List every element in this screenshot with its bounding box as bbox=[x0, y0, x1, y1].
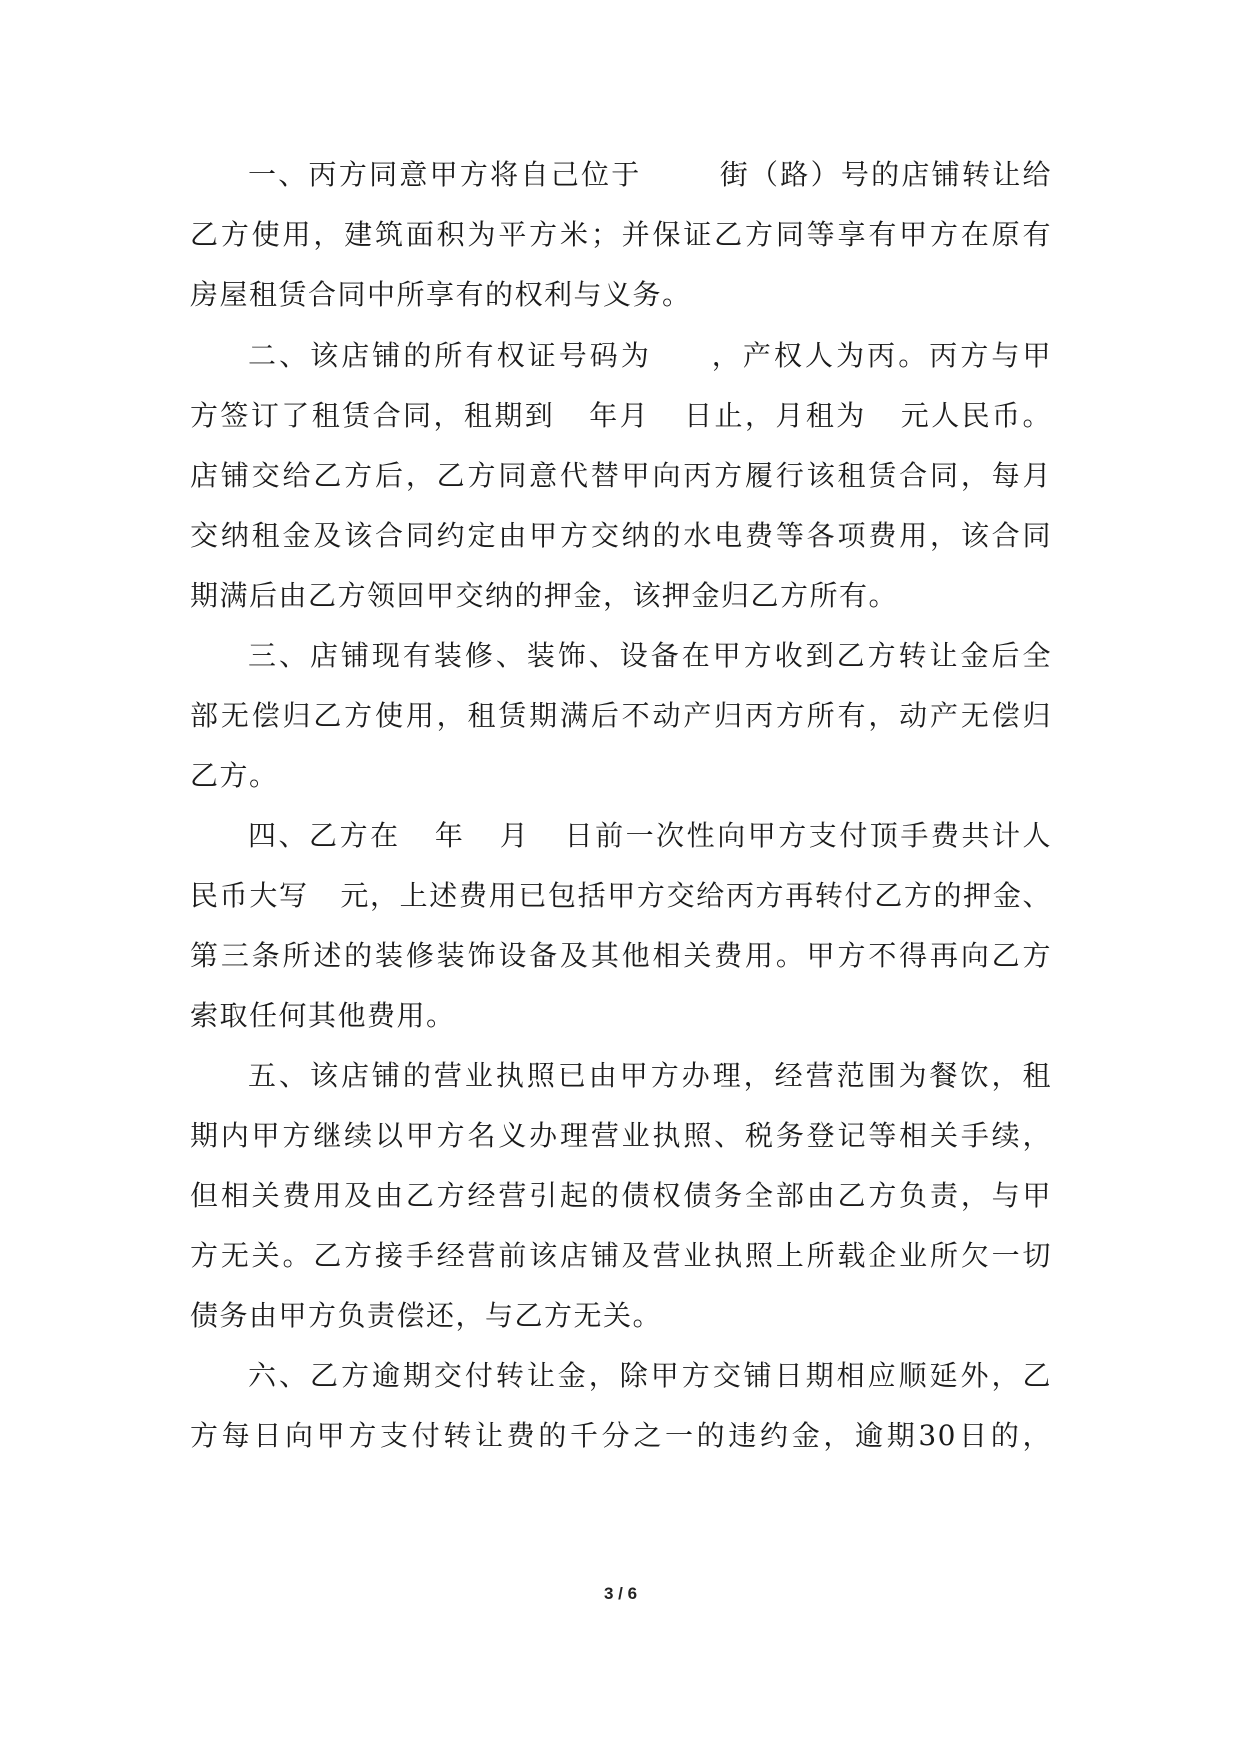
clause-2-line-2: 方签订了租赁合同，租期到 年月 日止，月租为 元人民币。 bbox=[190, 399, 1052, 432]
clause-1-line-3: 房屋租赁合同中所享有的权利与义务。 bbox=[190, 278, 692, 311]
clause-2-line-5: 期满后由乙方领回甲交纳的押金，该押金归乙方所有。 bbox=[190, 579, 899, 612]
clause-2-line-4: 交纳租金及该合同约定由甲方交纳的水电费等各项费用，该合同 bbox=[190, 519, 1052, 552]
clause-5-line-4: 方无关。乙方接手经营前该店铺及营业执照上所载企业所欠一切 bbox=[190, 1239, 1052, 1272]
clause-1-line-1: 一、丙方同意甲方将自己位于 街（路）号的店铺转让给 bbox=[248, 158, 1052, 191]
clause-2-line-3: 店铺交给乙方后，乙方同意代替甲向丙方履行该租赁合同，每月 bbox=[190, 459, 1052, 492]
clause-3-line-2: 部无偿归乙方使用，租赁期满后不动产归丙方所有，动产无偿归 bbox=[190, 699, 1052, 732]
clause-5-line-5: 债务由甲方负责偿还，与乙方无关。 bbox=[190, 1299, 663, 1332]
clause-5-line-1: 五、该店铺的营业执照已由甲方办理，经营范围为餐饮，租 bbox=[248, 1059, 1052, 1092]
clause-1-line-2: 乙方使用，建筑面积为平方米；并保证乙方同等享有甲方在原有 bbox=[190, 218, 1052, 251]
clause-5-line-2: 期内甲方继续以甲方名义办理营业执照、税务登记等相关手续， bbox=[190, 1119, 1052, 1152]
clause-2-line-1: 二、该店铺的所有权证号码为 ，产权人为丙。丙方与甲 bbox=[248, 339, 1052, 372]
clause-4-line-4: 索取任何其他费用。 bbox=[190, 999, 456, 1032]
clause-4-line-3: 第三条所述的装修装饰设备及其他相关费用。甲方不得再向乙方 bbox=[190, 939, 1052, 972]
page-number: 3 / 6 bbox=[603, 1584, 638, 1603]
clause-4-line-1: 四、乙方在 年 月 日前一次性向甲方支付顶手费共计人 bbox=[248, 819, 1052, 852]
clause-6-line-2: 方每日向甲方支付转让费的千分之一的违约金，逾期30日的， bbox=[190, 1419, 1052, 1452]
clause-3-line-1: 三、店铺现有装修、装饰、设备在甲方收到乙方转让金后全 bbox=[248, 639, 1052, 672]
clause-3-line-3: 乙方。 bbox=[190, 759, 279, 792]
clause-6-line-1: 六、乙方逾期交付转让金，除甲方交铺日期相应顺延外，乙 bbox=[248, 1359, 1052, 1392]
clause-4-line-2: 民币大写 元，上述费用已包括甲方交给丙方再转付乙方的押金、 bbox=[190, 879, 1052, 912]
clause-5-line-3: 但相关费用及由乙方经营引起的债权债务全部由乙方负责，与甲 bbox=[190, 1179, 1052, 1212]
